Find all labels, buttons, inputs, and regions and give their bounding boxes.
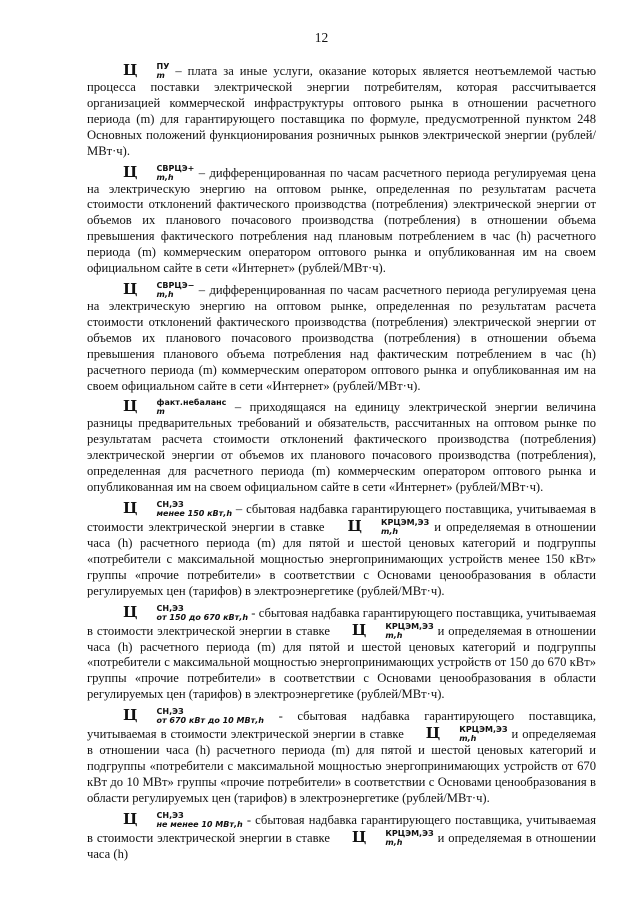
paragraph-text: – сбытовая надбавка гарантирующего поставщика, учитываемая в стоимости электрической энергии в ставке — [87, 501, 596, 534]
definition-paragraph — [87, 281, 596, 394]
formula-symbol: Ц КРЦЭМ,ЭЗ m,h — [351, 620, 434, 640]
formula-symbol: Ц СН,ЭЗ от 670 кВт до 10 МВт,h — [123, 706, 264, 726]
formula-symbol: Ц КРЦЭМ,ЭЗ m,h — [347, 516, 430, 536]
paragraph-text: и определяемая в отношении часа (h) расчетного периода (m) для пятой и шестой ценовых категорий и подгруппы «потребители с максимальной мощностью энергопринимающих устройств менее 150 кВт» группы «прочие потребители» в соответствии с Основами ценообразования в области регулируемых цен (тарифов) в электроэнергетике (рублей/МВт·ч). — [87, 519, 596, 598]
paragraph-text: - сбытовая надбавка гарантирующего поставщика, учитываемая в стоимости электрической энергии в ставке — [87, 812, 596, 845]
formula-symbol: Ц СН,ЭЗ от 150 до 670 кВт,h — [123, 602, 249, 622]
definition-paragraph — [87, 604, 596, 704]
formula-symbol: Ц СВРЦЭ− m,h — [123, 279, 195, 299]
paragraph-text: и определяемая в отношении часа (h) расчетного периода (m) для пятой и шестой ценовых категорий и подгруппы «потребители с максимальной мощностью энергопринимающих устройств от 670 кВт до 10 МВт» группы «прочие потребители» в соответствии с Основами ценообразования в области регулируемых цен (тарифов) в электроэнергетике (рублей/МВт·ч). — [87, 727, 596, 805]
formula-symbol: Ц КРЦЭМ,ЭЗ m,h — [425, 724, 508, 744]
definition-paragraph — [87, 398, 596, 496]
formula-symbol: Ц КРЦЭМ,ЭЗ m,h — [351, 827, 434, 847]
formula-symbol: Ц СВРЦЭ+ m,h — [123, 162, 195, 182]
paragraph-text: – дифференцированная по часам расчетного периода регулируемая цена на электрическую энергию на оптовом рынке, определенная по результатам расчета стоимости отклонений фактического производства (потребления) электрической энергии от объемов их планового почасового производства (потребления) в отношении объема превышения фактического потребления над плановым потреблением в час (h) расчетного периода (m) коммерческим оператором оптового рынка и опубликованная им на своем официальном сайте в сети «Интернет» (рублей/МВт·ч). — [87, 165, 596, 276]
paragraph-text: и определяемая в отношении часа (h) — [87, 830, 596, 861]
paragraph-text: – приходящаяся на единицу электрической энергии величина разницы предварительных требований и обязательств, рассчитанных на оптовом рынке по результатам расчета стоимости отклонений фактического производства (потребления) электрической энергии от объемов их планового почасового производства (потребления), определенная для расчетного периода (m) коммерческим оператором оптового рынка и опубликованная им на своем официальном сайте в сети «Интернет» (рублей/МВт·ч). — [87, 400, 596, 495]
formula-symbol: Ц ПУ m — [123, 61, 170, 80]
definition-paragraph — [87, 707, 596, 807]
definition-paragraph — [87, 62, 596, 160]
definition-paragraph — [87, 164, 596, 277]
formula-symbol: Ц факт.небаланс m — [123, 397, 227, 417]
definition-paragraph — [87, 500, 596, 600]
formula-symbol: Ц СН,ЭЗ не менее 10 МВт,h — [123, 809, 243, 829]
page-number: 12 — [314, 30, 329, 45]
formula-symbol: Ц СН,ЭЗ менее 150 кВт,h — [123, 498, 233, 518]
paragraph-text: - сбытовая надбавка гарантирующего поставщика, учитываемая в стоимости электрической энергии в ставке — [87, 605, 596, 638]
paragraph-text: – дифференцированная по часам расчетного периода регулируемая цена на электрическую энергию на оптовом рынке, определенная по результатам расчета стоимости отклонений фактического производства (потребления) электрической энергии от объемов их планового почасового производства (потребления) в отношении объема превышения планового объема потребления над фактическим потреблением в час (h) расчетного периода (m) коммерческим оператором оптового рынка и опубликованная им на своем официальном сайте в сети «Интернет» (рублей/МВт·ч). — [87, 282, 596, 393]
paragraph-text: - сбытовая надбавка гарантирующего поставщика, учитываемая в стоимости электрической энергии в ставке — [87, 709, 596, 742]
paragraph-text: и определяемая в отношении часа (h) расчетного периода (m) для пятой и шестой ценовых категорий и подгруппы «потребители с максимальной мощностью энергопринимающих устройств от 150 до 670 кВт» группы «прочие потребители» в соответствии с Основами ценообразования в области регулируемых цен (тарифов) в электроэнергетике (рублей/МВт·ч). — [87, 623, 596, 702]
paragraph-text: – плата за иные услуги, оказание которых является неотъемлемой частью процесса поставки электрической энергии потребителям, которая рассчитывается организацией коммерческой инфраструктуры оптового рынка в отношении расчетного периода (m) для гарантирующего поставщика по формуле, предусмотренной пунктом 248 Основных положений функционирования розничных рынков электрической энергии (рублей/МВт·ч). — [87, 64, 596, 158]
definition-paragraph — [87, 811, 596, 863]
